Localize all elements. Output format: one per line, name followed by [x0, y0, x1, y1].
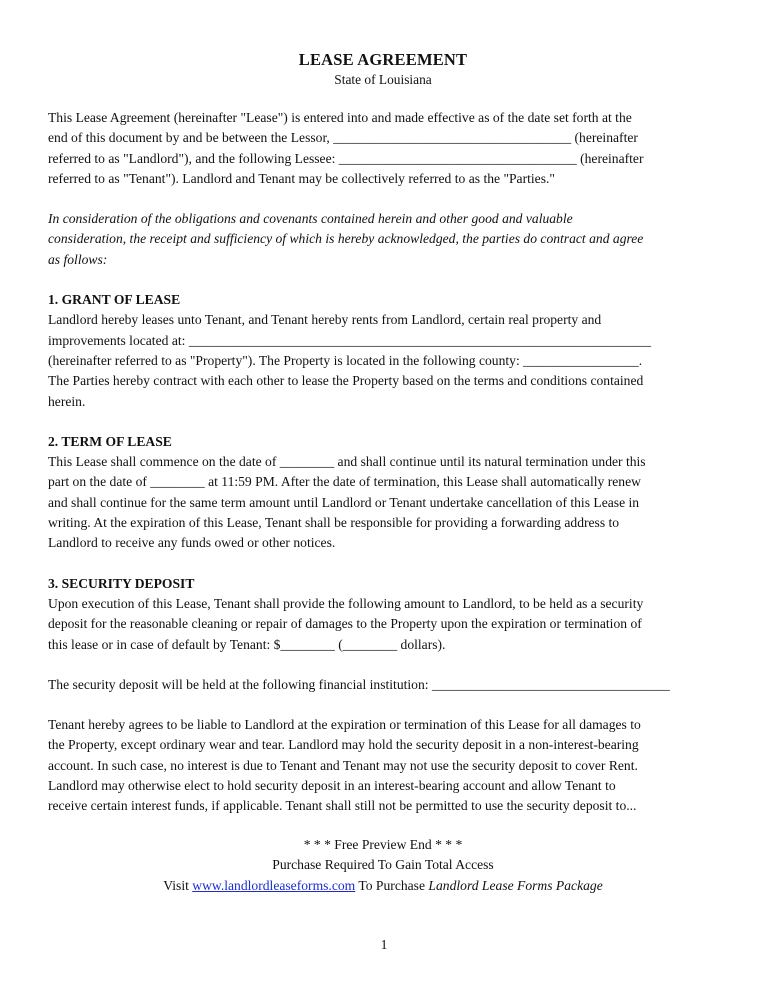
intro-paragraph [48, 108, 718, 189]
section-heading: 3. SECURITY DEPOSIT [48, 575, 195, 591]
intro-line: referred to as "Tenant"). Landlord and Tenant may be collectively referred to as the "Parties." [48, 170, 555, 186]
intro-line: end of this document by and be between the Lessor, ___________________________________ (hereinafter [48, 130, 638, 146]
intro-line: This Lease Agreement (hereinafter "Lease") is entered into and made effective as of the date set forth at the [48, 110, 632, 125]
consideration-line: In consideration of the obligations and covenants contained herein and other good and valuable [48, 211, 573, 227]
liability-line: receive certain interest funds, if applicable. Tenant shall still not be permitted to use the security deposit to... [48, 798, 637, 814]
intro-line: referred to as "Landlord"), and the following Lessee: ___________________________________ (hereinafter [48, 150, 644, 166]
section-line: writing. At the expiration of this Lease, Tenant shall be responsible for providing a forwarding address to [48, 515, 620, 531]
purchase-text: Purchase Required To Gain Total Access [272, 857, 494, 873]
section-security-deposit [48, 574, 718, 655]
consideration-paragraph [48, 209, 718, 270]
section-heading: 1. GRANT OF LEASE [48, 292, 181, 308]
liability-line: account. In such case, no interest is due to Tenant and Tenant may not use the security deposit to cover Rent. [48, 757, 638, 773]
liability-line: Tenant hereby agrees to be liable to Landlord at the expiration or termination of this Lease for all damages to [48, 717, 641, 733]
liability-paragraph [48, 715, 718, 816]
section-line: and shall continue for the same term amount until Landlord or Tenant undertake cancellation of this Lease in [48, 494, 640, 510]
section-line: this lease or in case of default by Tenant: $________ (________ dollars). [48, 636, 446, 652]
consideration-line: as follows: [48, 251, 108, 267]
website-link[interactable]: www.landlordleaseforms.com [192, 877, 356, 893]
section-line: herein. [48, 393, 86, 409]
visit-mid: To Purchase [355, 877, 429, 893]
package-name: Landlord Lease Forms Package [428, 877, 603, 893]
institution-text: The security deposit will be held at the following financial institution: ___________________________________ [48, 676, 670, 692]
section-line: part on the date of ________ at 11:59 PM. After the date of termination, this Lease shall automatically renew [48, 474, 641, 490]
document-title: LEASE AGREEMENT [298, 50, 468, 69]
visit-line [48, 876, 718, 897]
visit-prefix: Visit [163, 877, 193, 893]
section-grant-of-lease [48, 290, 718, 412]
liability-line: Landlord may otherwise elect to hold security deposit in an interest-bearing account and allow Tenant to [48, 778, 616, 794]
section-heading: 2. TERM OF LEASE [48, 433, 172, 449]
document-subtitle: State of Louisiana [334, 72, 432, 87]
section-line: The Parties hereby contract with each other to lease the Property based on the terms and conditions contained [48, 373, 644, 389]
section-line: This Lease shall commence on the date of ________ and shall continue until its natural termination under this [48, 454, 646, 470]
section-line: Upon execution of this Lease, Tenant shall provide the following amount to Landlord, to be held as a security [48, 595, 644, 611]
section-term-of-lease [48, 432, 718, 554]
section-line: deposit for the reasonable cleaning or repair of damages to the Property upon the expiration or termination of [48, 616, 642, 632]
consideration-line: consideration, the receipt and sufficiency of which is hereby acknowledged, the parties do contract and agree [48, 231, 644, 247]
page-number: 1 [380, 937, 388, 952]
section-line: improvements located at: ____________________________________________________________________ [48, 332, 651, 348]
section-line: Landlord to receive any funds owed or other notices. [48, 535, 336, 551]
liability-line: the Property, except ordinary wear and tear. Landlord may hold the security deposit in a non-interest-bearing [48, 737, 639, 753]
preview-end-text: * * * Free Preview End * * * [303, 836, 463, 852]
section-line: Landlord hereby leases unto Tenant, and Tenant hereby rents from Landlord, certain real property and [48, 312, 602, 328]
financial-institution-line [48, 675, 718, 695]
preview-footer [48, 835, 718, 897]
section-line: (hereinafter referred to as "Property"). The Property is located in the following county: _________________. [48, 352, 643, 368]
